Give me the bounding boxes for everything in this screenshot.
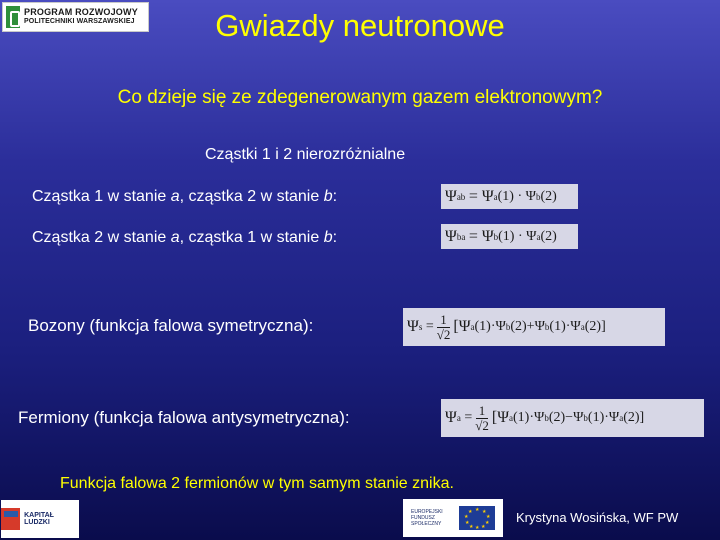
formula-psi-ba: Ψ ba = Ψ b (1) · Ψ a (2) (441, 224, 578, 249)
program-logo-line1: PROGRAM ROZWOJOWY (24, 7, 138, 17)
conclusion-note: Funkcja falowa 2 fermionów w tym samym stanie znika. (60, 475, 454, 492)
indistinguishable-statement: Cząstki 1 i 2 nierozróżnialne (205, 146, 406, 163)
bosons-label: Bozony (funkcja falowa symetryczna): (28, 316, 314, 335)
author-credit: Krystyna Wosińska, WF PW (516, 510, 679, 525)
formula-psi-antisymmetric: Ψ a = $\frac{1}{√2}$ [Ψ a (1)·Ψ b (2) − Ψ b (1)·Ψ a (2)] (441, 399, 704, 437)
statement-ba: Cząstka 2 w stanie a, cząstka 1 w stanie b: (32, 229, 338, 246)
formula-psi-ab: Ψ ab = Ψ a (1) · Ψ b (2) (441, 184, 578, 209)
program-logo-line2: POLITECHNIKI WARSZAWSKIEJ (24, 18, 135, 25)
efs-text: EUROPEJSKI FUNDUSZ SPOŁECZNY (411, 509, 443, 527)
kapital-ludzki-logo (1, 500, 79, 538)
statement-ab: Cząstka 1 w stanie a, cząstka 2 w stanie b: (32, 188, 338, 205)
eu-flag-icon: ★ ★ ★ ★ ★ ★ ★ ★ ★ ★ (459, 506, 495, 530)
eu-logo (403, 499, 503, 537)
slide-title: Gwiazdy neutronowe (215, 8, 505, 43)
slide-subtitle: Co dzieje się ze zdegenerowanym gazem elektronowym? (117, 87, 603, 108)
formula-psi-symmetric: Ψ s = $\frac{1}{√2}$ [Ψ a (1)·Ψ b (2) + Ψ b (1)·Ψ a (2)] (403, 308, 665, 346)
kapital-ludzki-text: KAPITAŁ LUDZKI (24, 512, 54, 526)
fermions-label: Fermiony (funkcja falowa antysymetryczna): (18, 408, 350, 427)
kapital-ludzki-mark-icon (1, 508, 20, 530)
